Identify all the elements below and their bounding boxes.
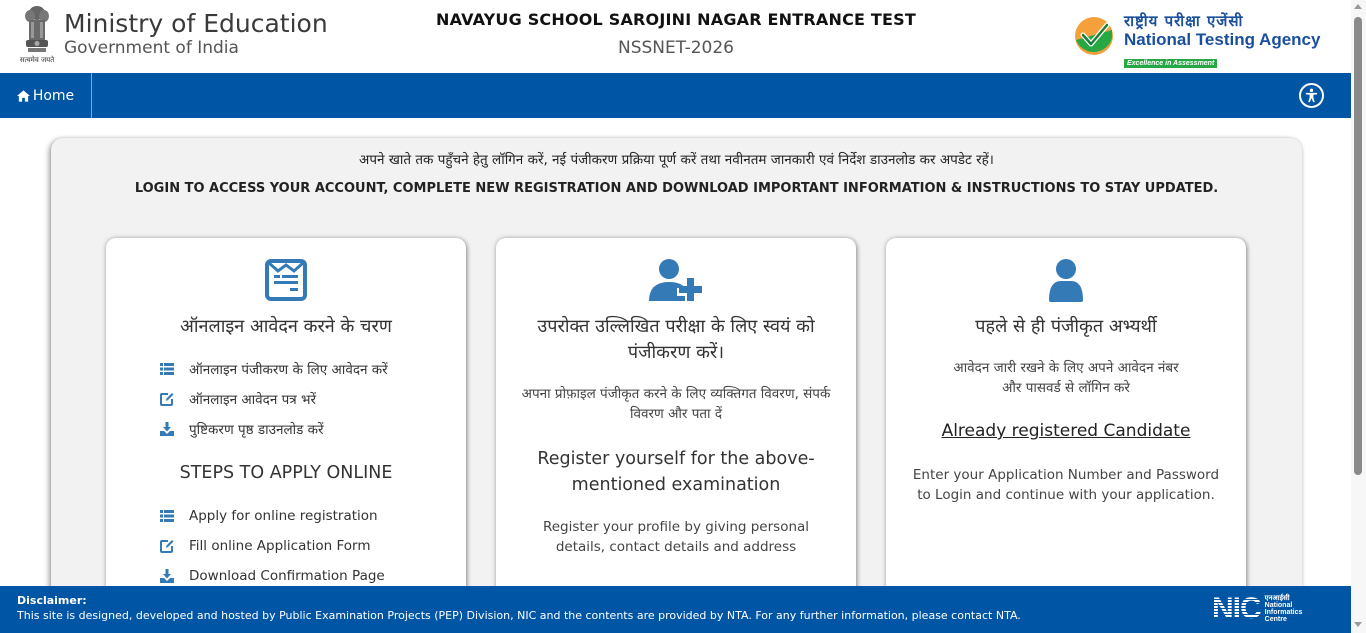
accessibility-icon (1304, 88, 1319, 103)
exam-title-block (400, 10, 952, 58)
nic-logo: NIC एनआईसी National Informatics Centre (1212, 592, 1303, 625)
registered-text-hindi: आवेदन जारी रखने के लिए अपने आवेदन नंबर और पासवर्ड से लॉगिन करे (953, 360, 1179, 396)
scroll-down-arrow-icon[interactable] (1354, 622, 1362, 627)
edit-icon (160, 539, 174, 553)
registered-text-english: Enter your Application Number and Password to Login and continue with your application. (912, 467, 1220, 503)
nta-name-hindi: राष्ट्रीय परीक्षा एजेंसी (1124, 12, 1244, 30)
register-title-hindi: उपरोक्त उल्लिखित परीक्षा के लिए स्वयं को पंजीकरण करें। (537, 316, 815, 363)
steps-title-english: STEPS TO APPLY ONLINE (179, 463, 393, 483)
step-item: Apply for online registration (160, 501, 450, 531)
already-registered-link[interactable]: Already registered Candidate (941, 421, 1191, 441)
list-icon (160, 362, 174, 376)
site-header (0, 0, 1351, 73)
nta-tagline: Excellence in Assessment (1124, 59, 1217, 68)
registered-title-hindi: पहले से ही पंजीकृत अभ्यर्थी (975, 316, 1157, 337)
edit-icon (160, 392, 174, 406)
step-item: ऑनलाइन आवेदन पत्र भरें (160, 384, 450, 414)
ashoka-emblem-icon (20, 4, 54, 56)
registered-candidate-card[interactable] (886, 238, 1246, 618)
intro-text-hindi: अपने खाते तक पहुँचने हेतु लॉगिन करें, नई पंजीकरण प्रक्रिया पूर्ण करें तथा नवीनतम जानकारी एवं निर्देश डाउनलोड कर अपडेट रहें। (359, 152, 994, 168)
disclaimer-text: This site is designed, developed and hosted by Public Examination Projects (PEP) Division, NIC and the contents are provided by NTA. For any further information, please contact NTA. (17, 609, 1021, 622)
list-icon (160, 509, 174, 523)
site-footer (0, 586, 1351, 633)
user-icon (1044, 258, 1088, 302)
disclaimer-heading: Disclaimer: (17, 594, 87, 607)
step-item: पुष्टिकरण पृष्ठ डाउनलोड करें (160, 414, 450, 444)
scrollbar-thumb[interactable] (1354, 17, 1362, 475)
register-title-english: Register yourself for the above-mentioned examination (537, 449, 815, 495)
nav-home-label: Home (32, 87, 75, 104)
register-text-hindi: अपना प्रोफ़ाइल पंजीकृत करने के लिए व्यक्तिगत विवरण, संपर्क विवरण और पता दें (521, 386, 831, 422)
ministry-title: Ministry of Education (64, 9, 328, 38)
nta-checkmark-logo-icon (1074, 16, 1114, 56)
exam-title: NAVAYUG SCHOOL SAROJINI NAGAR ENTRANCE TEST (435, 10, 917, 29)
page-scrollbar[interactable] (1351, 0, 1366, 633)
ministry-subtitle: Government of India (64, 38, 239, 58)
home-icon (17, 90, 30, 102)
scroll-up-arrow-icon[interactable] (1354, 4, 1362, 9)
nic-logo-mark: NIC (1212, 592, 1261, 625)
register-text-english: Register your profile by giving personal details, contact details and address (542, 519, 810, 555)
nta-logo-block (1074, 12, 1320, 69)
download-icon (160, 422, 174, 436)
steps-list-hindi (160, 354, 450, 444)
accessibility-button[interactable] (1299, 83, 1324, 108)
main-navbar (0, 73, 1351, 118)
nav-home-link[interactable] (0, 73, 92, 118)
nta-name-english: National Testing Agency (1124, 30, 1321, 49)
emblem-motto: सत्यमेव जयते (19, 56, 55, 64)
add-user-icon (647, 258, 705, 302)
download-icon (160, 569, 174, 583)
step-item: Download Confirmation Page (160, 561, 450, 591)
intro-text-english: LOGIN TO ACCESS YOUR ACCOUNT, COMPLETE NEW REGISTRATION AND DOWNLOAD IMPORTANT INFORMATION & INSTRUCTIONS TO STAY UPDATED. (134, 181, 1219, 196)
new-registration-card[interactable] (496, 238, 856, 618)
steps-card (106, 238, 466, 618)
exam-code: NSSNET-2026 (618, 38, 734, 58)
step-item: Fill online Application Form (160, 531, 450, 561)
step-item: ऑनलाइन पंजीकरण के लिए आवेदन करें (160, 354, 450, 384)
ministry-logo-block (14, 4, 328, 68)
national-emblem (14, 4, 60, 68)
steps-title-hindi: ऑनलाइन आवेदन करने के चरण (180, 316, 392, 337)
application-form-icon (264, 258, 308, 302)
main-panel (51, 138, 1302, 608)
steps-list-english (160, 501, 450, 591)
